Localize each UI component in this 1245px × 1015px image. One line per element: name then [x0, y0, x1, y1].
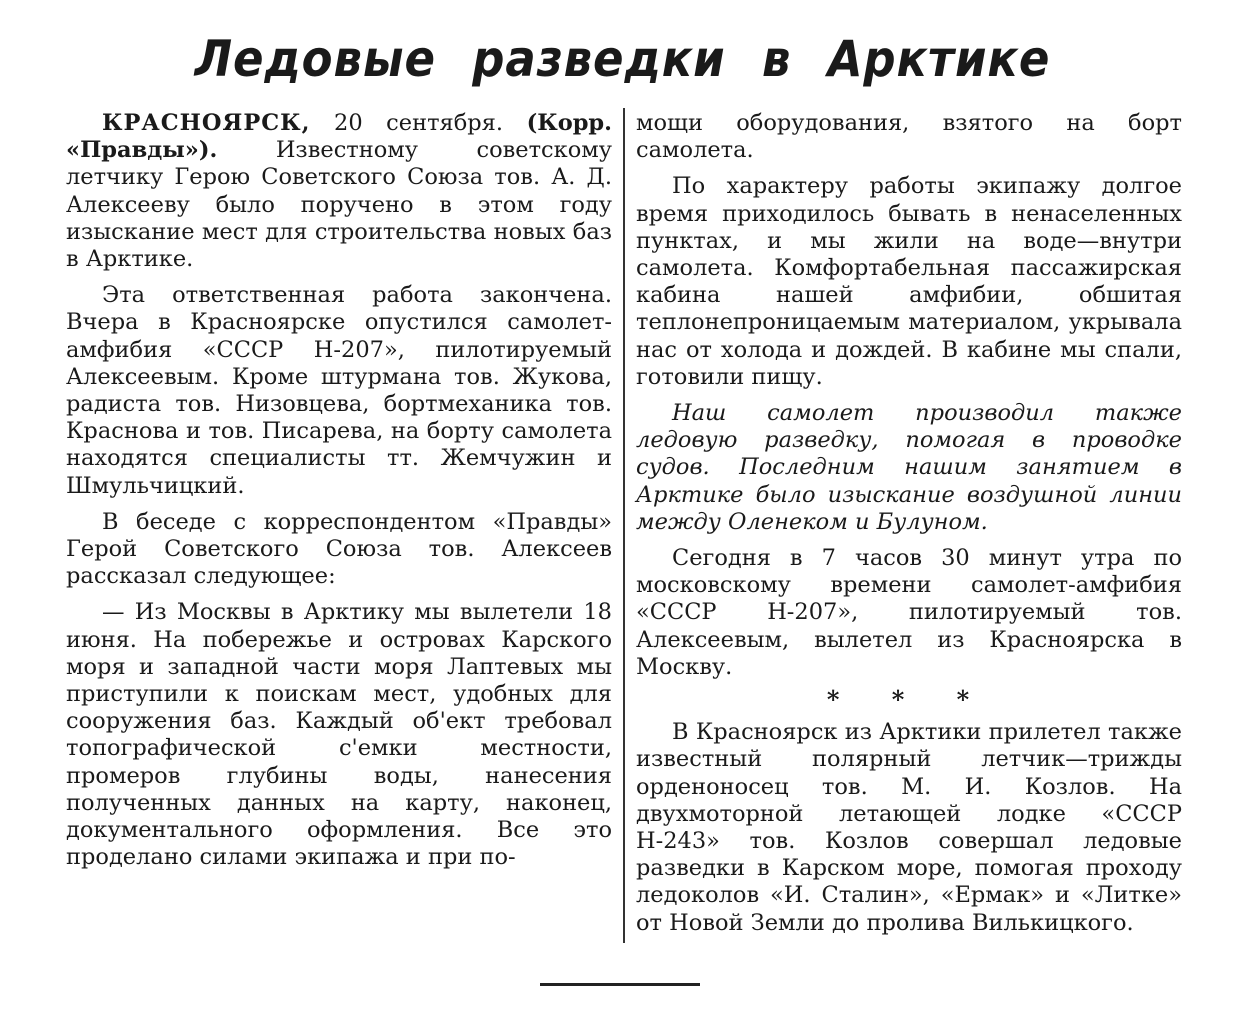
article-paragraph-9: В Красноярск из Арктики прилетел также известный полярный летчик—трижды орденоносец тов. М. И. Козлов. На двухмоторной летающей лодке «СССР Н-243» тов. Козлов совершал ледовые разведки в Карском море, помогая проходу ледоколов «И. Сталин», «Ермак» и «Литке» от Новой Земли до пролива Вилькицкого.: [636, 719, 1182, 936]
paragraph-1-text: Известному советскому летчику Герою Советского Союза тов. А. Д. Алексееву было поручено в этом году изыскание мест для строительства новых баз в Арктике.: [66, 137, 612, 273]
end-rule: [540, 983, 700, 986]
correspondent-credit: (Корр. «Правды»).: [66, 110, 612, 164]
section-separator-stars: * * *: [826, 685, 992, 715]
dateline-date: 20 сентября.: [334, 110, 504, 136]
article-paragraph-2: Эта ответственная работа закончена. Вчера в Красноярске опустился самолет-амфибия «СССР Н-207», пилотируемый Алексеевым. Кроме штурмана тов. Жукова, радиста тов. Низовцева, бортмеханика тов. Краснова и тов. Писарева, на борту самолета находятся специалисты тт. Жемчужин и Шмульчицкий.: [66, 282, 612, 499]
article-paragraph-6: По характеру работы экипажу долгое время приходилось бывать в ненаселенных пунктах, и мы жили на воде—внутри самолета. Комфортабельная пассажирская кабина нашей амфибии, обшитая теплонепроницаемым материалом, укрывала нас от холода и дождей. В кабине мы спали, готовили пищу.: [636, 173, 1182, 390]
article-paragraph-7: Наш самолет производил также ледовую разведку, помогая в проводке судов. Последним нашим занятием в Арктике было изыскание воздушной линии между Оленеком и Булуном.: [636, 400, 1182, 535]
column-divider: [623, 108, 625, 943]
article-paragraph-5: мощи оборудования, взятого на борт самолета.: [636, 110, 1182, 164]
headline: Ледовые разведки в Арктике: [194, 30, 1051, 88]
article-paragraph-8: Сегодня в 7 часов 30 минут утра по московскому времени самолет-амфибия «СССР Н-207», пилотируемый тов. Алексеевым, вылетел из Красноярска в Москву.: [636, 545, 1182, 680]
right-column: [636, 110, 1182, 965]
dateline-city: КРАСНОЯРСК,: [102, 110, 311, 136]
article-paragraph-4: — Из Москвы в Арктику мы вылетели 18 июня. На побережье и островах Карского моря и западной части моря Лаптевых мы приступили к поискам мест, удобных для сооружения баз. Каждый об'ект требовал топографической с'емки местности, промеров глубины воды, нанесения полученных данных на карту, наконец, документального оформления. Все это проделано силами экипажа и при по-: [66, 599, 612, 871]
article-paragraph-1: [66, 110, 612, 273]
left-column: [66, 110, 612, 965]
article-paragraph-3: В беседе с корреспондентом «Правды» Герой Советского Союза тов. Алексеев рассказал следующее:: [66, 508, 612, 590]
